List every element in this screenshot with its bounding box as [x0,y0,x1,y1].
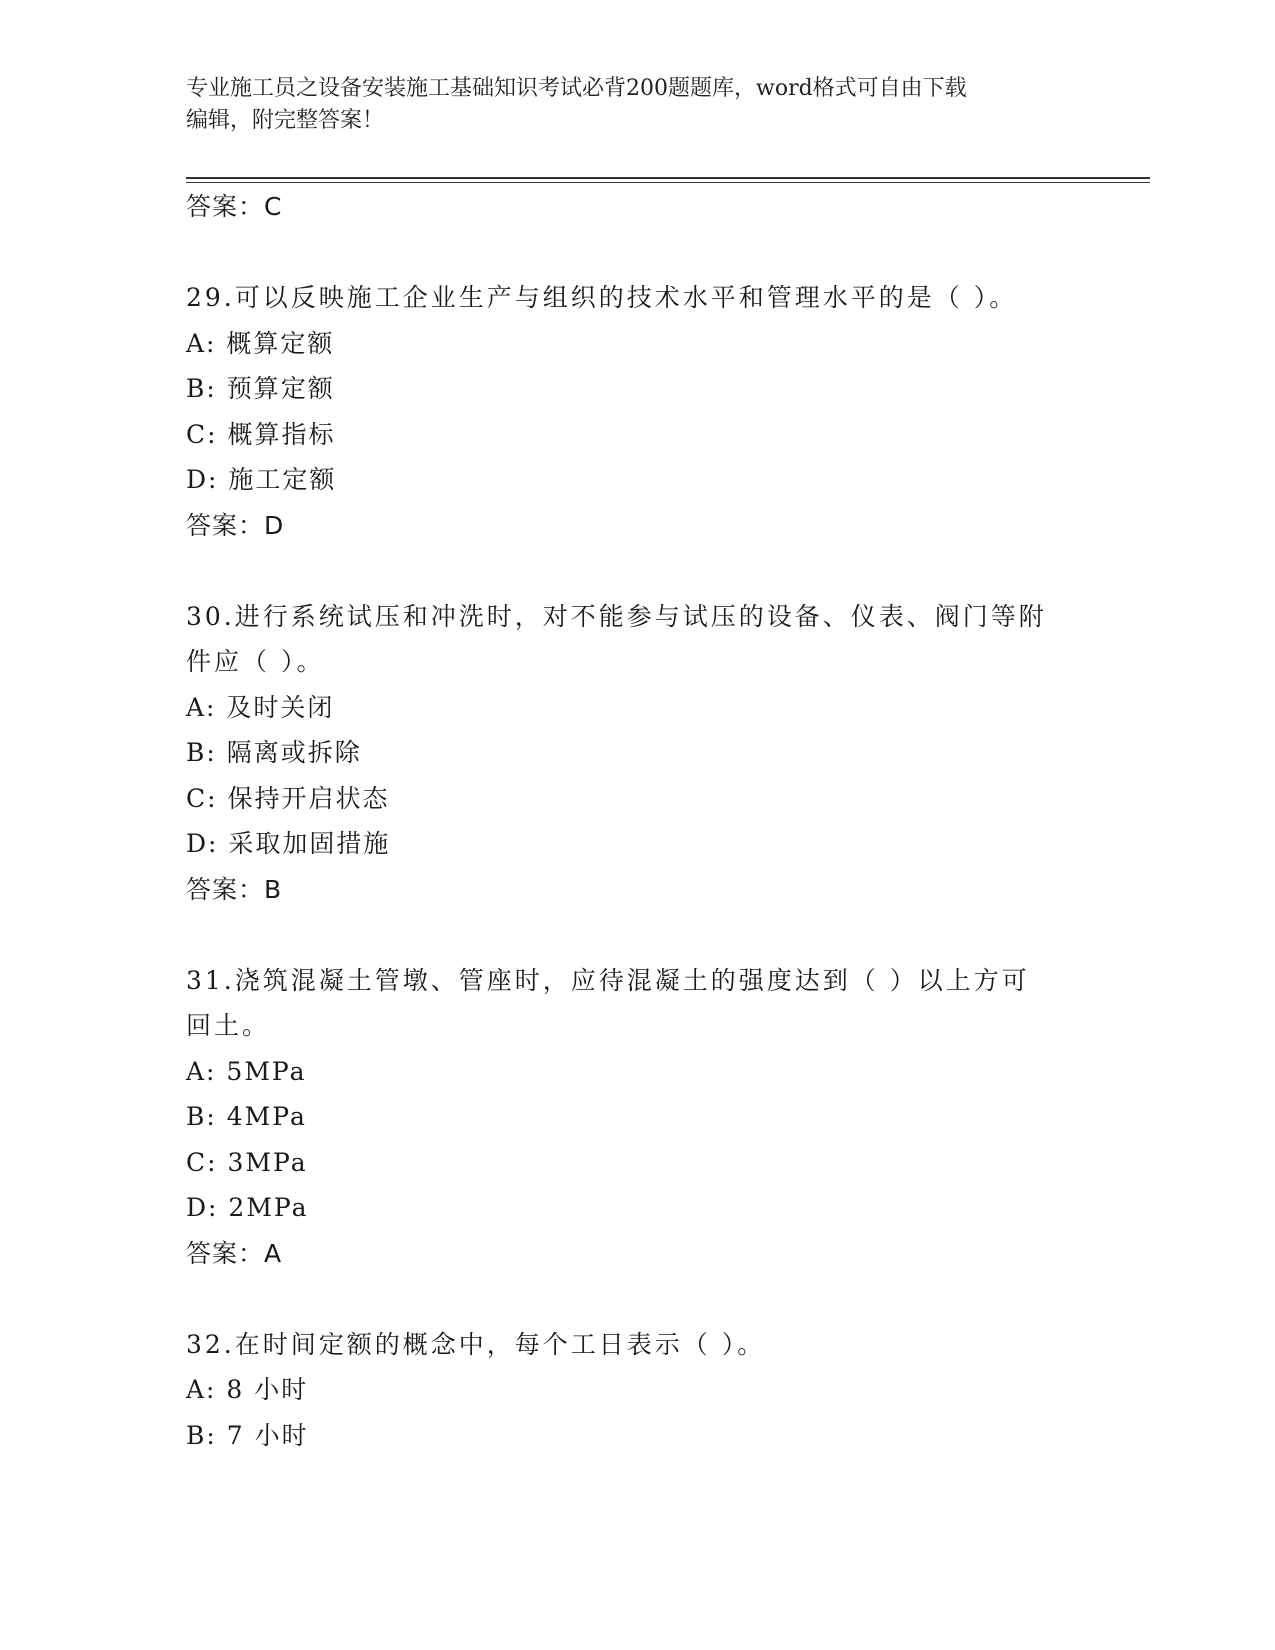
option-a: A: 概算定额 [186,328,335,358]
answer-line: 答案：B [186,874,283,904]
question-block [186,594,1106,913]
option-d: D: 采取加固措施 [186,829,391,858]
option-b: B: 预算定额 [186,374,335,403]
option-b: B: 4MPa [186,1102,307,1131]
question-block [186,275,1106,548]
header-line-2: 编辑，附完整答案！ [186,108,385,133]
option-d: D: 施工定额 [186,465,337,494]
spacer [186,1276,1106,1322]
header-divider-thick [186,177,1150,179]
question-stem: 29.可以反映施工企业生产与组织的技术水平和管理水平的是（ ）。 [186,283,1018,312]
answer-line: 答案：C [186,192,283,221]
question-stem: 31.浇筑混凝土管墩、管座时，应待混凝土的强度达到（ ）以上方可 [186,965,1030,995]
document-header [186,73,1066,137]
question-block [186,1322,1106,1459]
answer-line: 答案：A [186,1238,283,1268]
header-divider-thin [186,182,1150,183]
option-c: C: 概算指标 [186,419,336,449]
option-b: B: 7 小时 [186,1420,309,1450]
question-stem: 30.进行系统试压和冲洗时，对不能参与试压的设备、仪表、阀门等附 [186,601,1047,631]
option-d: D: 2MPa [186,1193,309,1222]
option-a: A: 及时关闭 [186,692,335,722]
option-a: A: 5MPa [186,1056,307,1086]
spacer [186,912,1106,958]
option-a: A: 8 小时 [186,1375,309,1404]
spacer [186,230,1106,276]
question-list [186,184,1106,1458]
spacer [186,548,1106,594]
option-b: B: 隔离或拆除 [186,738,362,767]
option-c: C: 保持开启状态 [186,783,390,813]
header-line-1: 专业施工员之设备安装施工基础知识考试必背200题题库，word格式可自由下载 [186,76,967,101]
answer-line: 答案：D [186,510,285,540]
question-stem: 32.在时间定额的概念中，每个工日表示（ ）。 [186,1329,766,1359]
option-c: C: 3MPa [186,1147,308,1177]
question-stem-continued: 件应（ ）。 [186,647,325,676]
question-block [186,958,1106,1277]
question-stem-continued: 回土。 [186,1011,271,1040]
